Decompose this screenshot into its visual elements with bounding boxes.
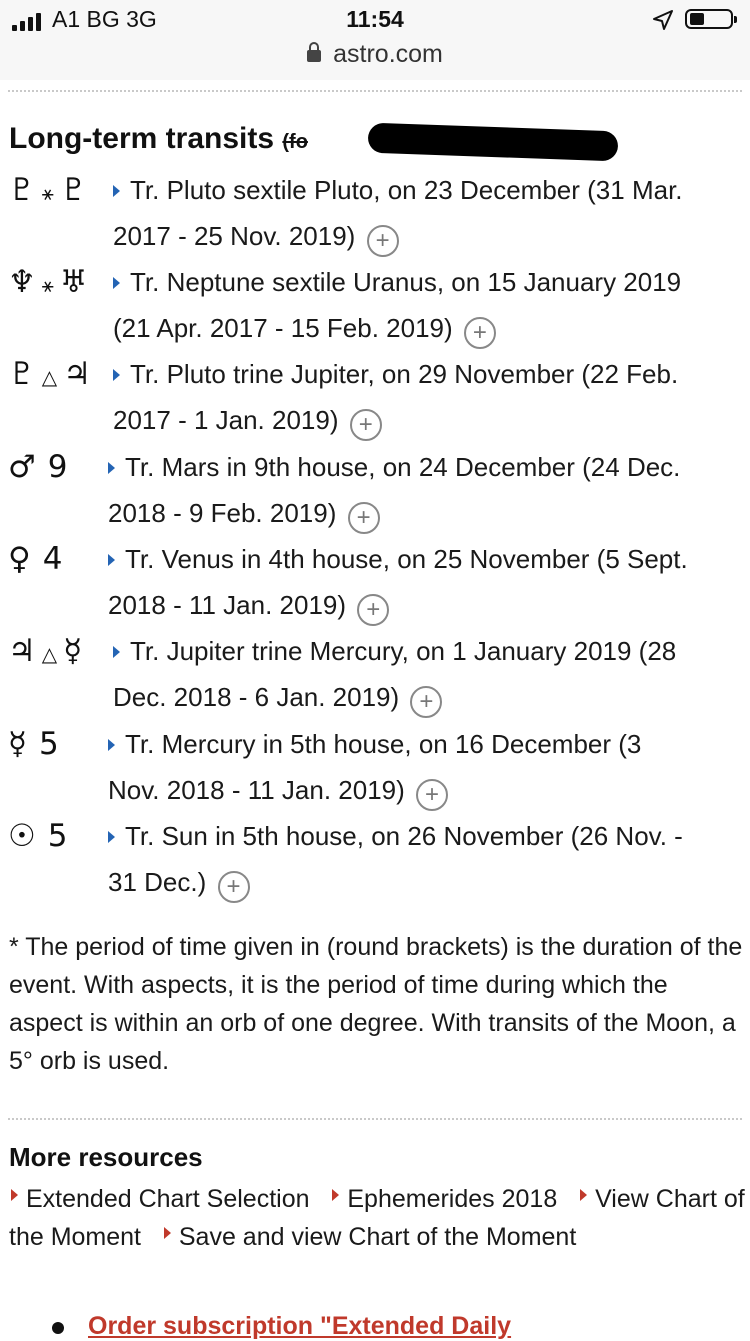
order-subscription-link[interactable]: Order subscription "Extended Daily — [88, 1312, 512, 1340]
expand-arrow-icon[interactable] — [108, 739, 115, 751]
planet-glyph: ♂ — [8, 449, 36, 485]
transit-glyphs — [8, 447, 68, 490]
divider — [8, 90, 742, 92]
bullet — [52, 1322, 64, 1334]
transit-title[interactable]: Tr. Mercury in 5th house, on 16 December (3 — [125, 729, 642, 759]
transit-period: Dec. 2018 - 6 Jan. 2019) — [113, 682, 400, 712]
transit-glyphs — [8, 539, 62, 582]
section-title-text: Long-term transits — [9, 122, 275, 155]
transit-period: 2017 - 25 Nov. 2019) — [113, 221, 356, 251]
transit-period: 2018 - 9 Feb. 2019) — [108, 498, 337, 528]
planet-glyph: ♀ — [8, 541, 31, 577]
link-arrow-icon — [332, 1189, 339, 1201]
link-save-chart-of-moment[interactable]: Save and view Chart of the Moment — [178, 1223, 577, 1251]
planet-glyph: ♃ — [8, 633, 36, 669]
transit-period: (21 Apr. 2017 - 15 Feb. 2019) — [113, 313, 453, 343]
transit-title[interactable]: Tr. Sun in 5th house, on 26 November (26 Nov. - — [125, 821, 683, 851]
expand-arrow-icon[interactable] — [108, 831, 115, 843]
target-glyph: ☿ — [63, 633, 83, 669]
divider — [8, 1118, 742, 1120]
url-text: astro.com — [333, 40, 443, 68]
expand-arrow-icon[interactable] — [113, 646, 120, 658]
transit-glyphs — [8, 354, 91, 397]
carrier-label: A1 BG 3G — [52, 6, 157, 32]
target-glyph: 5 — [39, 726, 59, 762]
plus-button[interactable]: + — [357, 594, 389, 626]
link-ephemerides[interactable]: Ephemerides 2018 — [347, 1185, 558, 1213]
link-arrow-icon — [11, 1189, 18, 1201]
aspect-glyph: △ — [41, 365, 58, 389]
plus-button[interactable]: + — [464, 317, 496, 349]
planet-glyph: ♇ — [8, 356, 36, 392]
transit-title[interactable]: Tr. Mars in 9th house, on 24 December (24 Dec. — [125, 452, 681, 482]
transit-title[interactable]: Tr. Pluto trine Jupiter, on 29 November (22 Feb. — [130, 359, 679, 389]
aspect-glyph: ⚹ — [41, 273, 54, 297]
transit-period: 31 Dec.) — [108, 867, 207, 897]
planet-glyph: ☉ — [8, 818, 36, 854]
plus-button[interactable]: + — [348, 502, 380, 534]
link-arrow-icon — [580, 1189, 587, 1201]
planet-glyph: ♇ — [8, 172, 36, 208]
expand-arrow-icon[interactable] — [113, 369, 120, 381]
expand-arrow-icon[interactable] — [113, 277, 120, 289]
transit-title[interactable]: Tr. Pluto sextile Pluto, on 23 December (31 Mar. — [130, 175, 683, 205]
plus-button[interactable]: + — [416, 779, 448, 811]
location-arrow-icon — [651, 8, 675, 32]
transit-period: Nov. 2018 - 11 Jan. 2019) — [108, 775, 405, 805]
transit-period: 2018 - 11 Jan. 2019) — [108, 590, 347, 620]
struck-text: (fo — [282, 131, 308, 153]
aspect-glyph: △ — [41, 642, 58, 666]
transit-glyphs — [8, 724, 59, 767]
plus-button[interactable]: + — [350, 409, 382, 441]
battery-icon — [685, 9, 733, 29]
transit-title[interactable]: Tr. Neptune sextile Uranus, on 15 January 2019 — [130, 267, 682, 297]
resources-title: More resources — [9, 1142, 203, 1172]
planet-glyph: ☿ — [8, 726, 28, 762]
expand-arrow-icon[interactable] — [108, 462, 115, 474]
target-glyph: 5 — [47, 818, 68, 854]
transit-period: 2017 - 1 Jan. 2019) — [113, 405, 339, 435]
plus-button[interactable]: + — [367, 225, 399, 257]
planet-glyph: ♆ — [8, 264, 36, 300]
link-extended-chart-selection[interactable]: Extended Chart Selection — [26, 1185, 310, 1213]
expand-arrow-icon[interactable] — [108, 554, 115, 566]
link-arrow-icon — [164, 1227, 171, 1239]
lock-icon — [307, 50, 321, 62]
target-glyph: 4 — [42, 541, 63, 577]
status-bar — [0, 0, 750, 80]
transit-glyphs — [8, 262, 88, 305]
expand-arrow-icon[interactable] — [113, 185, 120, 197]
link-view-chart-of-moment[interactable]: View Chart of the Moment — [9, 1185, 745, 1251]
status-time: 11:54 — [346, 6, 404, 32]
footnote: * The period of time given in (round brackets) is the duration of the event. With aspects, it is the period of time during which the aspect is within an orb of one degree. With transits of the Moon, a 5° orb is used. — [9, 933, 743, 1075]
transit-glyphs — [8, 170, 88, 213]
aspect-glyph: ⚹ — [41, 181, 54, 205]
transit-glyphs — [8, 816, 68, 859]
address-bar[interactable] — [0, 40, 750, 69]
plus-button[interactable]: + — [218, 871, 250, 903]
plus-button[interactable]: + — [410, 686, 442, 718]
target-glyph: ♃ — [63, 356, 91, 392]
transit-title[interactable]: Tr. Jupiter trine Mercury, on 1 January 2019 (28 — [130, 636, 677, 666]
target-glyph: ♇ — [59, 172, 88, 208]
transit-title[interactable]: Tr. Venus in 4th house, on 25 November (5 Sept. — [125, 544, 688, 574]
resources-links — [9, 1180, 745, 1256]
transit-glyphs — [8, 631, 82, 674]
target-glyph: 9 — [47, 449, 68, 485]
target-glyph: ♅ — [59, 264, 88, 300]
